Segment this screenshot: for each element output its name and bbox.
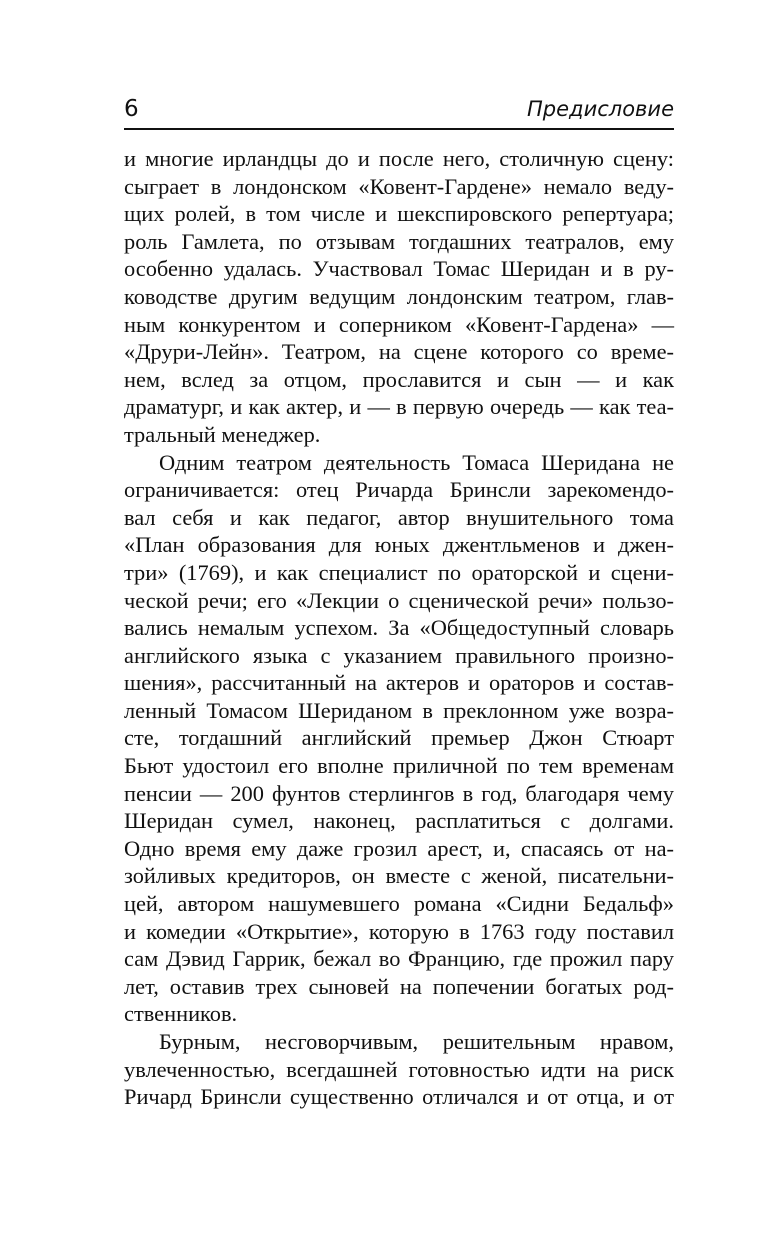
paragraph: [124, 145, 674, 449]
text-line: ственников.: [124, 1001, 238, 1027]
text-line: вал себя и как педагог, автор внушительного тома: [124, 504, 674, 530]
text-line: цей, автором нашумевшего романа «Сидни Бедальф»: [124, 891, 674, 917]
paragraph: [124, 449, 674, 1028]
text-line: Бьют удостоил его вполне приличной по тем временам: [124, 753, 674, 779]
text-line: нем, вслед за отцом, прославится и сын — и как: [124, 366, 674, 392]
text-line: лет, оставив трех сыновей на попечении богатых род-: [124, 973, 674, 999]
running-title: Предисловие: [527, 97, 674, 121]
paragraph: [124, 1028, 674, 1111]
text-line: сыграет в лондонском «Ковент-Гардене» немало веду-: [124, 173, 674, 199]
text-line: роль Гамлета, по отзывам тогдашних театралов, ему: [124, 228, 674, 254]
text-line: ограничивается: отец Ричарда Бринсли зарекомендо-: [124, 477, 674, 503]
text-line: ным конкурентом и соперником «Ковент-Гардена» —: [124, 311, 674, 337]
page-number: 6: [124, 96, 139, 122]
text-line: три» (1769), и как специалист по ораторской и сцени-: [124, 559, 674, 585]
text-line: Одно время ему даже грозил арест, и, спасаясь от на-: [124, 835, 674, 861]
text-line: Одним театром деятельность Томаса Шеридана не: [159, 449, 674, 475]
text-line: тральный менеджер.: [124, 421, 321, 447]
text-line: Ричард Бринсли существенно отличался и от отца, и от: [124, 1084, 674, 1110]
text-line: особенно удалась. Участвовал Томас Шеридан и в ру-: [124, 256, 674, 282]
text-line: драматург, и как актер, и — в первую очередь — как теа-: [124, 394, 674, 420]
text-line: сте, тогдашний английский премьер Джон Стюарт: [124, 725, 674, 751]
text-line: и многие ирландцы до и после него, столичную сцену:: [124, 146, 674, 171]
body-text: [124, 145, 674, 1111]
text-line: вались немалым успехом. За «Общедоступный словарь: [124, 615, 674, 641]
text-line: ческой речи; его «Лекции о сценической речи» пользо-: [124, 587, 674, 613]
text-line: английского языка с указанием правильного произно-: [124, 642, 674, 668]
text-line: увлеченностью, всегдашней готовностью идти на риск: [124, 1056, 674, 1082]
text-line: ленный Томасом Шериданом в преклонном уже возра-: [124, 697, 674, 723]
text-line: «План образования для юных джентльменов и джен-: [124, 532, 674, 558]
text-line: зойливых кредиторов, он вместе с женой, писательни-: [124, 863, 674, 889]
text-line: шения», рассчитанный на актеров и ораторов и состав-: [124, 670, 674, 696]
header-rule: [124, 128, 674, 130]
text-line: Бурным, несговорчивым, решительным нравом,: [159, 1029, 674, 1054]
text-line: ководстве другим ведущим лондонским театром, глав-: [124, 283, 674, 309]
text-line: и комедии «Открытие», которую в 1763 году поставил: [124, 918, 674, 944]
text-line: щих ролей, в том числе и шекспировского репертуара;: [124, 201, 674, 227]
text-line: Шеридан сумел, наконец, расплатиться с долгами.: [124, 808, 674, 834]
page-header: [124, 94, 674, 128]
text-line: сам Дэвид Гаррик, бежал во Францию, где прожил пару: [124, 946, 674, 972]
text-line: «Друри-Лейн». Театром, на сцене которого со време-: [124, 339, 674, 365]
text-line: пенсии — 200 фунтов стерлингов в год, благодаря чему: [124, 780, 674, 806]
